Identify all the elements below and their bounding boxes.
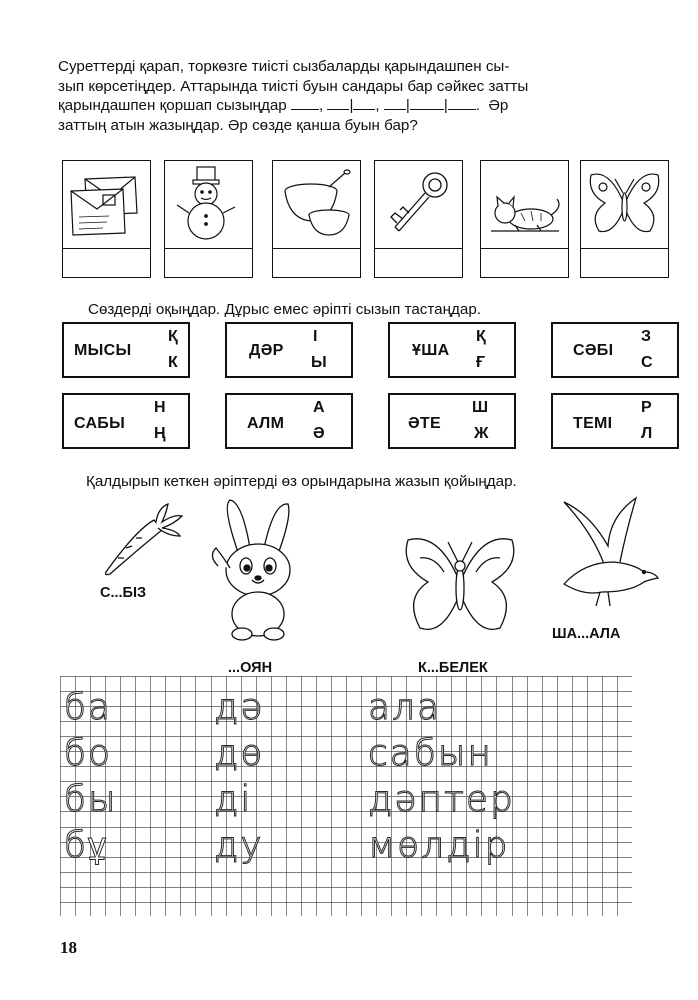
word-card-1 [62,322,190,378]
picture-cell-envelope [62,160,151,278]
answer-box-butterfly[interactable] [580,249,669,278]
grid-lines [60,676,632,916]
envelope-icon [63,161,150,248]
word-card-8-option-bottom[interactable]: Л [641,425,653,442]
word-card-2-option-top[interactable]: І [313,328,318,345]
word-card-7-word: ӘТЕ [408,415,441,432]
word-card-7-option-bottom[interactable]: Ж [474,425,489,442]
word-card-4-word: СӘБІ [573,342,614,359]
butterfly-icon [581,161,668,248]
word-card-5-option-bottom[interactable]: Ң [154,425,166,442]
intro-line-3-end: Әр [488,97,509,114]
carrot-caption: С...БІЗ [100,585,147,601]
cat-picture [480,160,569,249]
intro-line-2: зып көрсетіңдер. Аттарында тиісті буын сандары бар сәйкес затты [58,77,529,95]
word-card-4 [551,322,679,378]
section-2-title: Сөздерді оқыңдар. Дұрыс емес әріпті сызып тастаңдар. [88,301,481,318]
word-card-4-option-top[interactable]: З [641,328,652,345]
word-card-5-option-top[interactable]: Н [154,399,166,416]
answer-box-envelope[interactable] [62,249,151,278]
answer-box-bowls[interactable] [272,249,361,278]
answer-box-snowman[interactable] [164,249,253,278]
trace-col2-row4: ду [214,825,264,866]
trace-col3-row2: сабын [368,733,493,774]
trace-col1-row4: бұ [64,825,109,866]
trace-col1-row2: бо [64,733,113,774]
trace-col3-row4: мөлдір [368,825,510,866]
snowman-picture [164,160,253,249]
word-card-6-word: АЛМ [247,415,285,432]
intro-line-4: заттың атын жазыңдар. Әр сөзде қанша буын бар? [58,116,418,134]
trace-col2-row1: дә [214,687,265,728]
word-card-2 [225,322,353,378]
butterfly-picture [580,160,669,249]
word-card-6 [225,393,353,449]
trace-col3-row1: ала [368,687,442,728]
word-card-1-option-top[interactable]: Қ [168,328,178,345]
bowls-picture [272,160,361,249]
page-number: 18 [60,938,77,957]
snowman-icon [165,161,252,248]
bowls-icon [273,161,360,248]
picture-cell-snowman [164,160,253,278]
intro-line-1: Суреттерді қарап, торкөзге тиісті сызбаларды қарындашпен сы- [58,58,510,75]
word-card-6-option-top[interactable]: А [313,399,325,416]
section-3-title: Қалдырып кеткен әріптерді өз орындарына жазып қойыңдар. [86,473,517,490]
word-card-2-option-bottom[interactable]: Ы [311,354,327,371]
word-card-1-option-bottom[interactable]: К [168,354,178,371]
butterfly-caption: К...БЕЛЕК [418,660,488,676]
trace-col2-row3: ді [214,779,253,820]
word-card-8-word: ТЕМІ [573,415,613,432]
cat-icon [481,161,568,248]
intro-line-3: қарындашпен қоршап сызыңдар , | , | | . Әр [58,97,509,114]
word-card-6-option-bottom[interactable]: Ә [313,425,325,442]
answer-box-key[interactable] [374,249,463,278]
carrot-icon [96,500,186,580]
key-icon [375,161,462,248]
bird-caption: ША...АЛА [552,626,621,642]
intro-line-3-text: қарындашпен қоршап сызыңдар [58,97,287,114]
word-card-3-word: ҰША [412,342,450,359]
envelope-picture [62,160,151,249]
trace-col2-row2: дө [214,733,265,774]
word-card-8-option-top[interactable]: Р [641,399,652,416]
tracing-grid[interactable] [60,676,632,916]
word-card-3-option-top[interactable]: Қ [476,328,486,345]
picture-cell-cat [480,160,569,278]
word-card-7-option-top[interactable]: Ш [472,399,489,416]
trace-col1-row1: ба [64,687,113,728]
word-card-3-option-bottom[interactable]: Ғ [476,354,486,371]
word-card-1-word: МЫСЫ [74,342,132,359]
picture-cell-butterfly [580,160,669,278]
word-card-7 [388,393,516,449]
rabbit-caption: ...ОЯН [228,660,273,676]
trace-col1-row3: бы [64,779,118,820]
word-card-5-word: САБЫ [74,415,126,432]
rabbit-icon [202,496,312,642]
answer-box-cat[interactable] [480,249,569,278]
word-card-5 [62,393,190,449]
word-card-3 [388,322,516,378]
word-card-2-word: ДӘР [249,342,284,359]
key-picture [374,160,463,249]
trace-col3-row3: дәптер [368,779,515,820]
picture-cell-bowls [272,160,361,278]
intro-paragraph [58,57,666,135]
bird-icon [544,492,660,616]
word-card-8 [551,393,679,449]
word-card-4-option-bottom[interactable]: С [641,354,653,371]
picture-cell-key [374,160,463,278]
butterfly-large-icon [398,528,522,644]
